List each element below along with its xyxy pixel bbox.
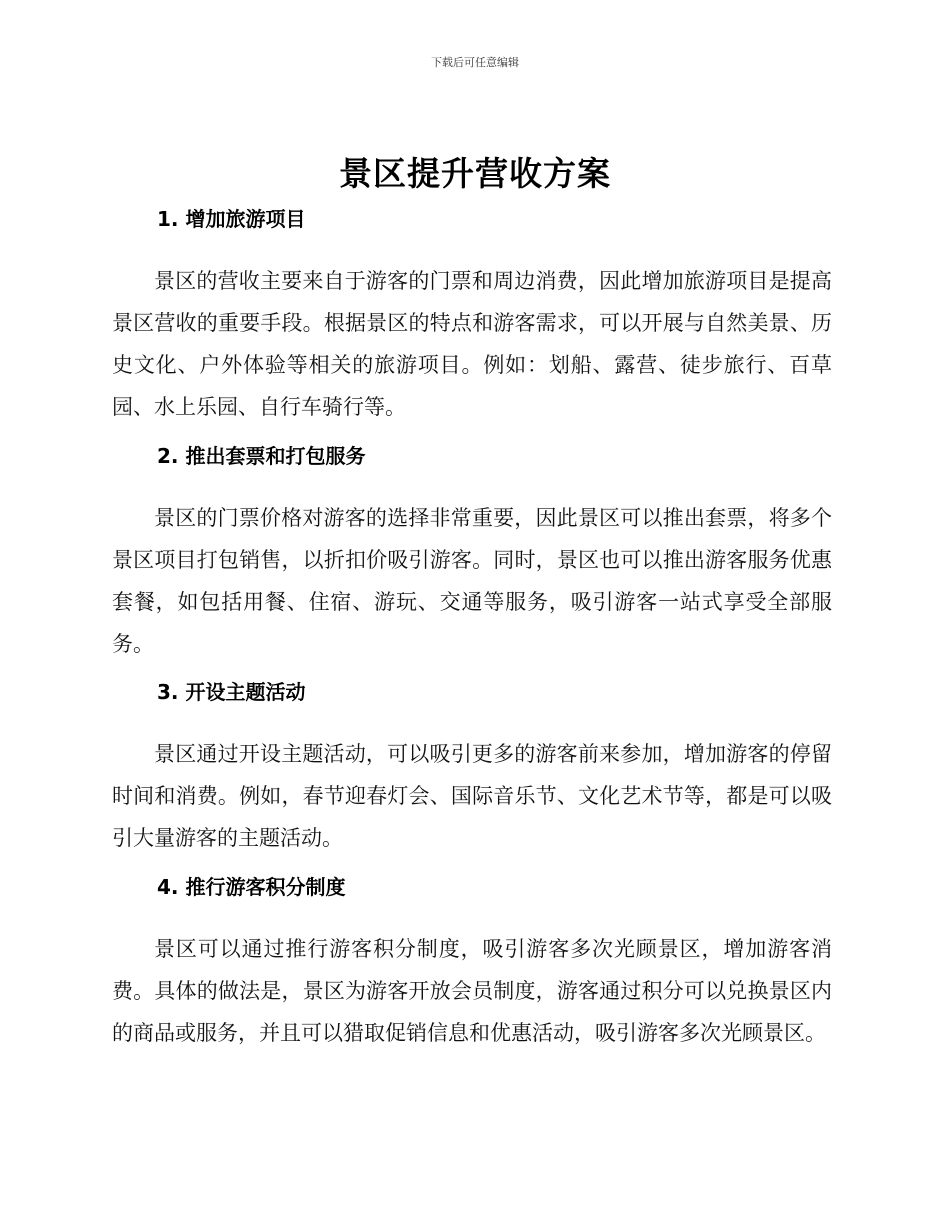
section-4 <box>112 873 832 1054</box>
section-1 <box>112 205 832 428</box>
page-header-note: 下载后可任意编辑 <box>431 56 519 69</box>
section-paragraph: 景区通过开设主题活动，可以吸引更多的游客前来参加，增加游客的停留时间和消费。例如，春节迎春灯会、国际音乐节、文化艺术节等，都是可以吸引大量游客的主题活动。 <box>112 742 832 850</box>
section-paragraph: 景区可以通过推行游客积分制度，吸引游客多次光顾景区，增加游客消费。具体的做法是，景区为游客开放会员制度，游客通过积分可以兑换景区内的商品或服务，并且可以猎取促销信息和优惠活动，吸引游客多次光顾景区。 <box>112 937 832 1045</box>
section-heading: 2. 推出套票和打包服务 <box>157 444 366 468</box>
section-heading: 3. 开设主题活动 <box>157 680 306 704</box>
section-paragraph: 景区的门票价格对游客的选择非常重要，因此景区可以推出套票，将多个景区项目打包销售，以折扣价吸引游客。同时，景区也可以推出游客服务优惠套餐，如包括用餐、住宿、游玩、交通等服务，吸引游客一站式享受全部服务。 <box>112 506 832 656</box>
section-paragraph: 景区的营收主要来自于游客的门票和周边消费，因此增加旅游项目是提高景区营收的重要手段。根据景区的特点和游客需求，可以开展与自然美景、历史文化、户外体验等相关的旅游项目。例如：划船、露营、徒步旅行、百草园、水上乐园、自行车骑行等。 <box>112 269 832 419</box>
section-3 <box>112 678 832 859</box>
document-title: 景区提升营收方案 <box>339 154 611 193</box>
section-heading: 1. 增加旅游项目 <box>157 207 306 231</box>
section-2 <box>112 442 832 665</box>
section-heading: 4. 推行游客积分制度 <box>157 875 346 899</box>
